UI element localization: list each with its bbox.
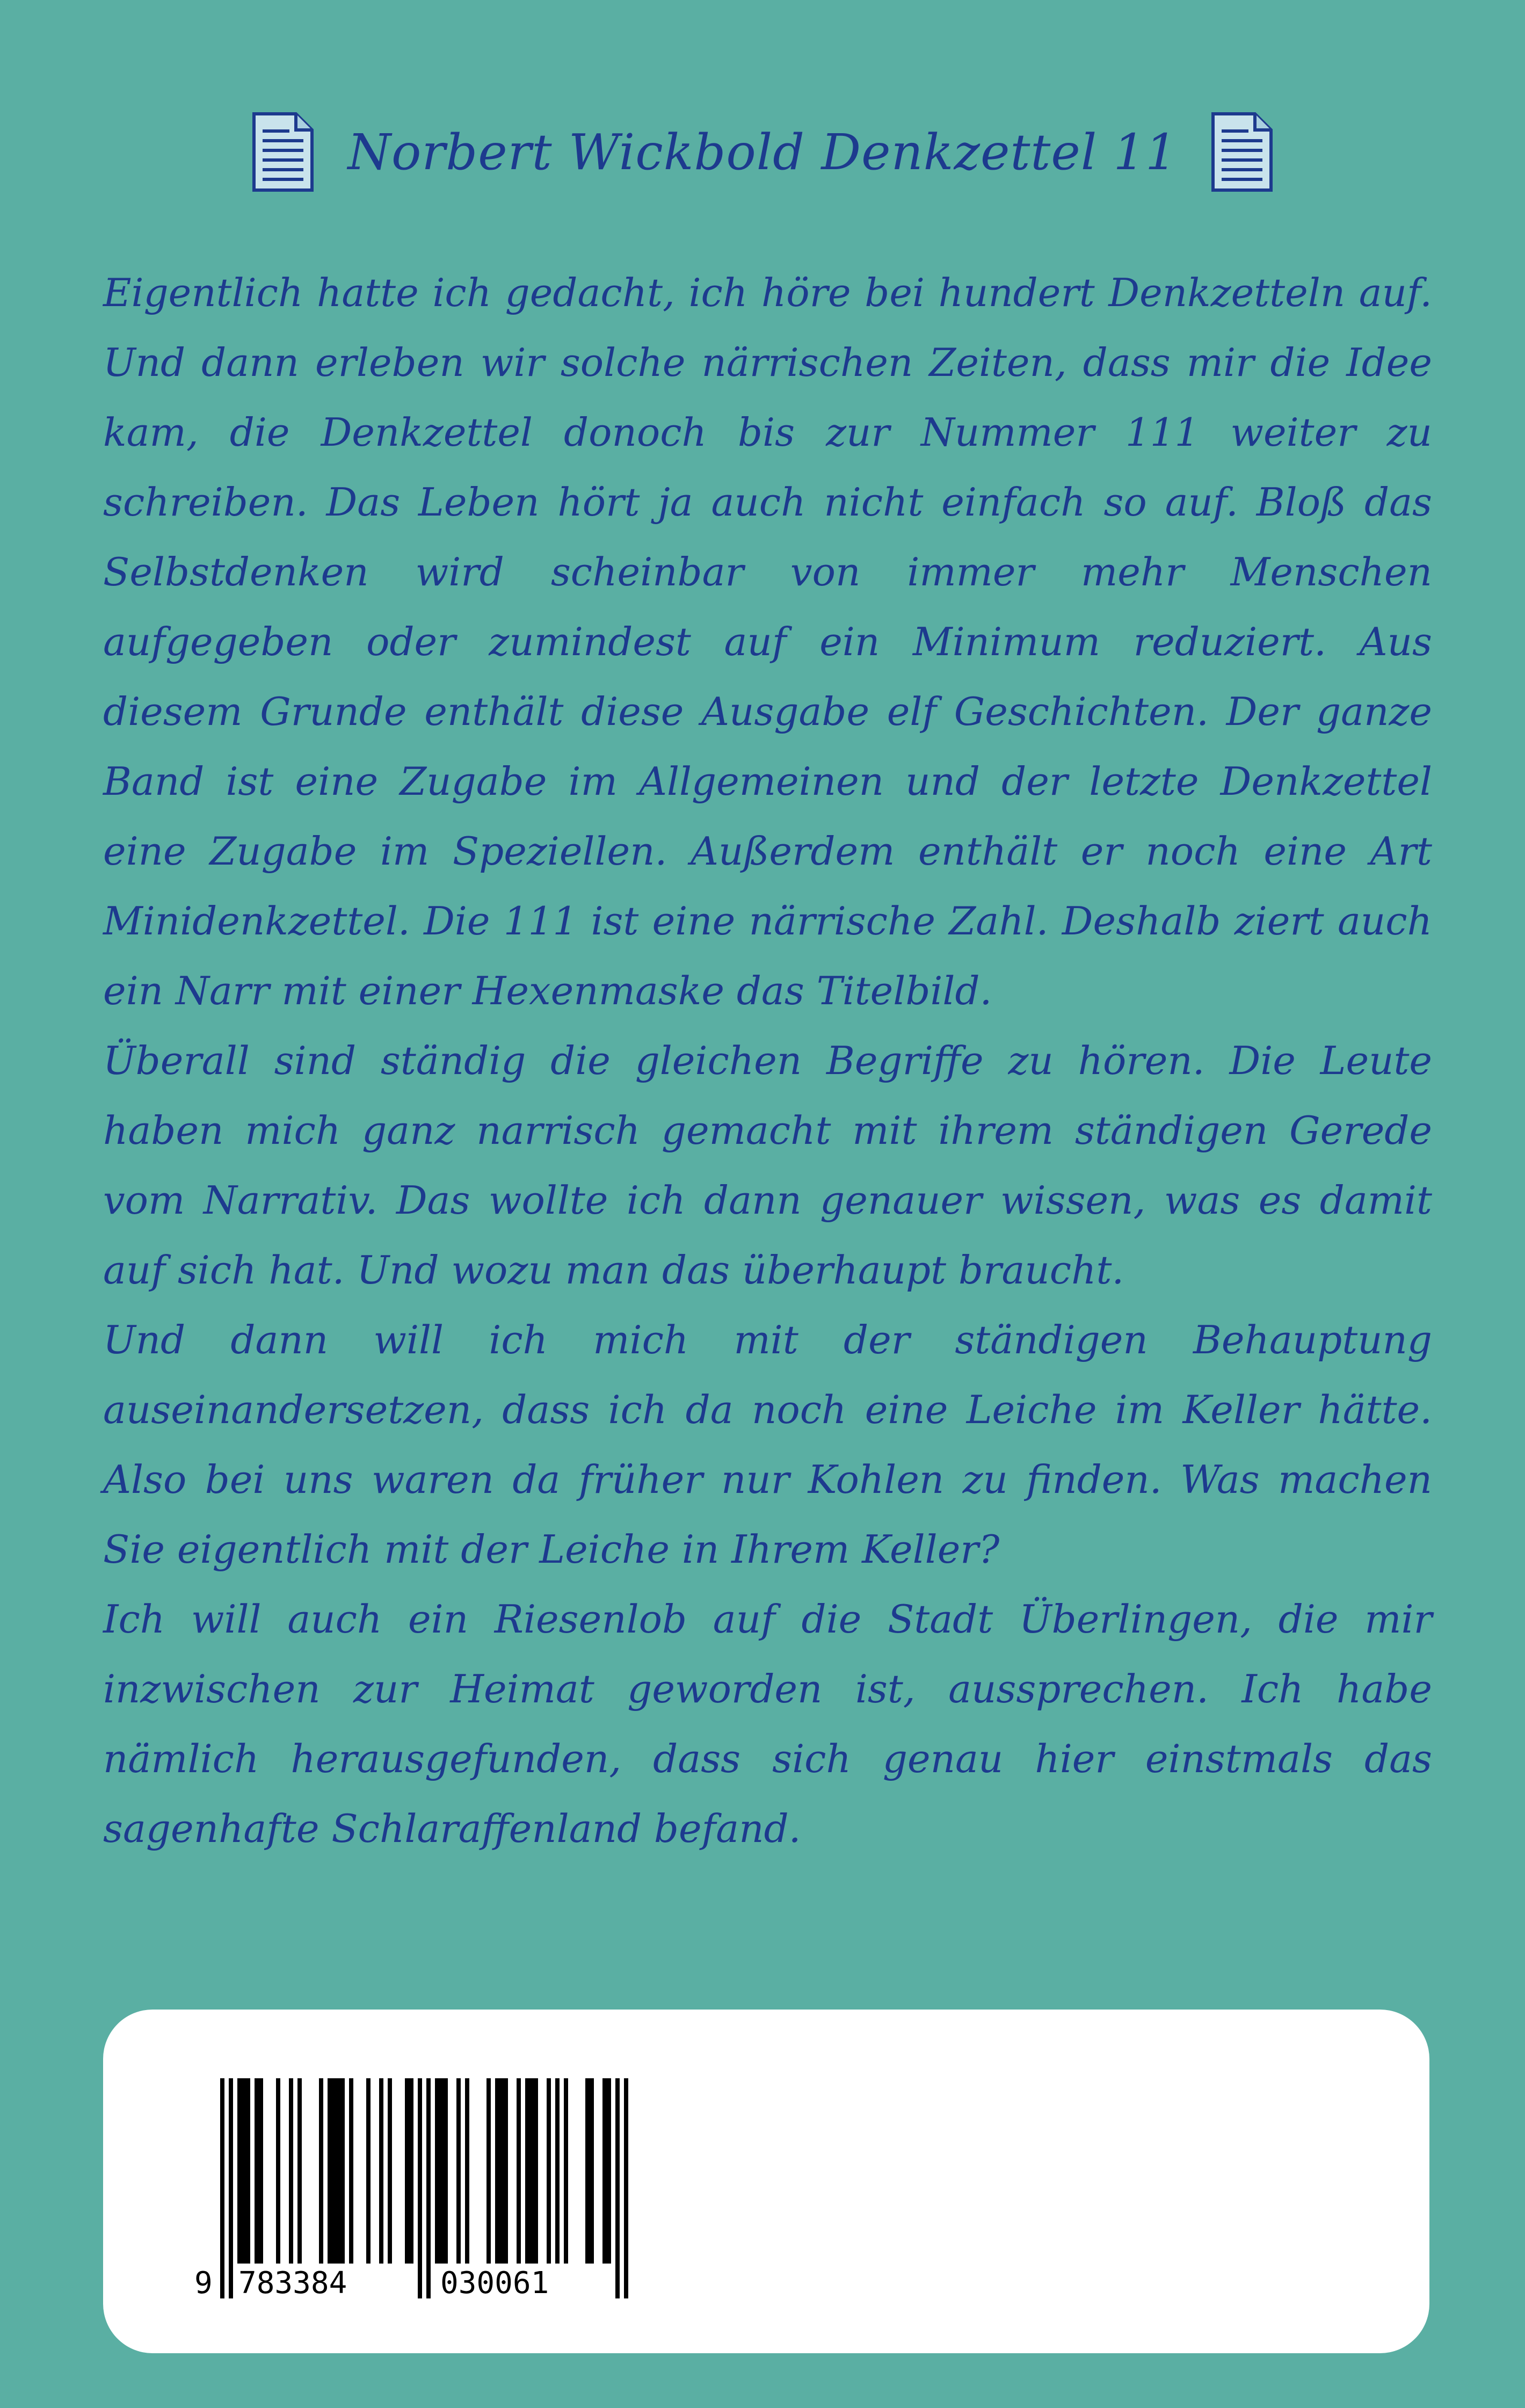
barcode-bar — [328, 2078, 332, 2264]
barcode-bar — [255, 2078, 259, 2264]
barcode-bar — [555, 2078, 560, 2264]
barcode-bar — [388, 2078, 392, 2264]
barcode-bar — [418, 2078, 422, 2298]
paragraph: Ich will auch ein Riesenlob auf die Stadt Überlingen, die mir inzwischen zur Heimat geworden ist, aussprechen. Ich habe nämlich herausgefunden, dass sich genau hier einstmals das sagenhafte Schlaraffenland befand. — [103, 1597, 1432, 1851]
barcode-bar — [242, 2078, 246, 2264]
document-icon — [251, 112, 315, 192]
barcode-bar — [426, 2078, 431, 2298]
barcode-bar — [220, 2078, 224, 2298]
barcode-bar — [590, 2078, 594, 2264]
barcode-bar — [319, 2078, 323, 2264]
barcode-right-digits: 030061 — [440, 2266, 549, 2298]
barcode-bar — [439, 2078, 444, 2264]
barcode-bar — [297, 2078, 302, 2264]
barcode-bar — [547, 2078, 551, 2264]
barcode-bar — [517, 2078, 521, 2264]
paragraph: Eigentlich hatte ich gedacht, ich höre bei hundert Denkzetteln auf. Und dann erleben wir solche närrischen Zeiten, dass mir die Idee kam, die Denkzettel donoch bis zur Nummer 111 weiter zu schreiben. Das Leben hört ja auch nicht einfach so auf. Bloß das Selbstdenken wird scheinbar von immer mehr Menschen aufgegeben oder zumindest auf ein Minimum reduziert. Aus diesem Grunde enthält diese Ausgabe elf Geschichten. Der ganze Band ist eine Zugabe im Allgemeinen und der letzte Denkzettel eine Zugabe im Speziellen. Außerdem enthält er noch eine Art Minidenkzettel. Die 111 ist eine närrische Zahl. Deshalb ziert auch ein Narr mit einer Hexenmaske das Titelbild. — [103, 270, 1432, 1013]
barcode-bar — [607, 2078, 611, 2264]
barcode-bar — [246, 2078, 250, 2264]
book-title: Norbert Wickbold Denkzettel 11 — [347, 123, 1178, 181]
barcode-bar — [529, 2078, 534, 2264]
paragraph: Und dann will ich mich mit der ständigen Behauptung auseinandersetzen, dass ich da noch eine Leiche im Keller hätte. Also bei uns waren da früher nur Kohlen zu finden. Was machen Sie eigentlich mit der Leiche in Ihrem Keller? — [103, 1317, 1432, 1572]
barcode-bar — [405, 2078, 409, 2264]
barcode-bar — [602, 2078, 607, 2264]
barcode-panel — [103, 2010, 1429, 2353]
header — [0, 112, 1525, 192]
barcode-bar — [585, 2078, 590, 2264]
barcode-bar — [486, 2078, 491, 2264]
barcode-bar — [456, 2078, 461, 2264]
barcode-bar — [332, 2078, 336, 2264]
barcode-bar — [259, 2078, 263, 2264]
barcode-bar — [444, 2078, 448, 2264]
barcode-bar — [624, 2078, 628, 2298]
barcode-bar — [525, 2078, 529, 2264]
barcode-bar — [229, 2078, 233, 2298]
barcode-bar — [289, 2078, 293, 2264]
barcode-bar — [409, 2078, 413, 2264]
barcode-bar — [276, 2078, 280, 2264]
blurb-text — [103, 258, 1432, 1863]
barcode-bar — [495, 2078, 499, 2264]
barcode-left-digits: 783384 — [238, 2266, 347, 2298]
barcode-bar — [336, 2078, 340, 2264]
document-icon — [1210, 112, 1274, 192]
paragraph: Überall sind ständig die gleichen Begriffe zu hören. Die Leute haben mich ganz narrisch gemacht mit ihrem ständigen Gerede vom Narrativ. Das wollte ich dann genauer wissen, was es damit auf sich hat. Und wozu man das überhaupt braucht. — [103, 1038, 1432, 1293]
barcode-first-digit: 9 — [194, 2266, 213, 2298]
isbn-barcode — [194, 2078, 656, 2298]
barcode-bar — [499, 2078, 504, 2264]
barcode-bar — [465, 2078, 469, 2264]
barcode-bar — [340, 2078, 345, 2264]
barcode-bar — [237, 2078, 242, 2264]
barcode-bar — [564, 2078, 568, 2264]
barcode-bar — [349, 2078, 353, 2264]
barcode-bar — [504, 2078, 508, 2264]
barcode-bar — [615, 2078, 620, 2298]
barcode-bar — [534, 2078, 538, 2264]
barcode-bar — [366, 2078, 371, 2264]
barcode-bar — [435, 2078, 439, 2264]
barcode-bar — [379, 2078, 383, 2264]
